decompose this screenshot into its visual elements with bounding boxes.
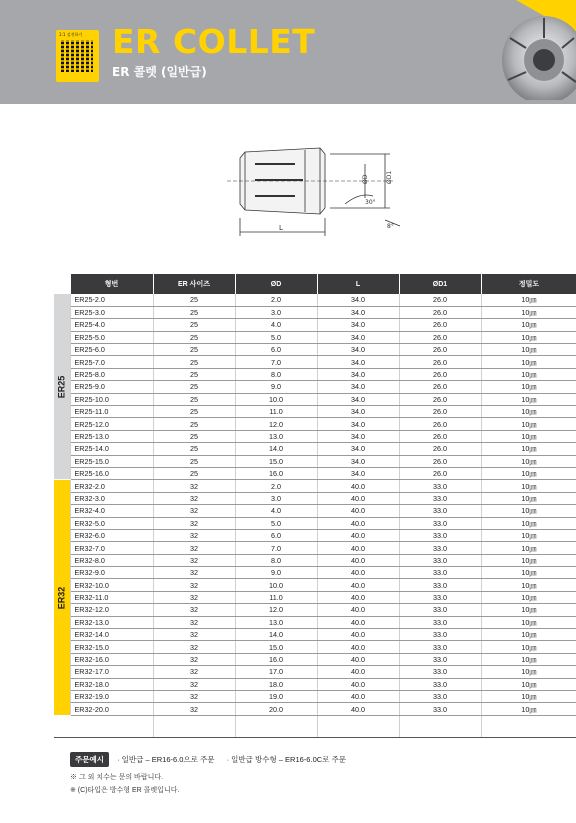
cell-d: 14.0: [235, 629, 317, 641]
cell-d1: 33.0: [399, 579, 481, 591]
cell-l: 34.0: [317, 368, 399, 380]
cell-l: 40.0: [317, 505, 399, 517]
cell-precision: 10㎛: [481, 678, 576, 690]
table-row: [54, 542, 576, 554]
cell-er-size: 32: [153, 492, 235, 504]
table-row: [54, 294, 576, 306]
cell-er-size: 25: [153, 418, 235, 430]
cell-precision: 10㎛: [481, 319, 576, 331]
table-row: [54, 641, 576, 653]
cell-model: ER32-19.0: [70, 691, 153, 703]
cell-d: 3.0: [235, 306, 317, 318]
table-body: [54, 294, 576, 737]
cell-precision: 10㎛: [481, 492, 576, 504]
cell-model: ER32-9.0: [70, 567, 153, 579]
cell-model: ER32-6.0: [70, 529, 153, 541]
cell-d1: 33.0: [399, 492, 481, 504]
table-row: [54, 467, 576, 479]
order-item: · 일반급 방수형 – ER16-6.0C로 주문: [226, 755, 346, 764]
cell-l: 34.0: [317, 430, 399, 442]
cell-model: ER32-15.0: [70, 641, 153, 653]
cell-d1: 26.0: [399, 306, 481, 318]
qr-label: 1:1 실전하기: [59, 32, 83, 37]
cell-d1: 33.0: [399, 666, 481, 678]
cell-d: 3.0: [235, 492, 317, 504]
table-row: [54, 344, 576, 356]
table-row: [54, 529, 576, 541]
empty-cell: [153, 715, 235, 737]
cell-d: 18.0: [235, 678, 317, 690]
group-label: ER25: [56, 375, 67, 398]
cell-l: 34.0: [317, 294, 399, 306]
cell-precision: 10㎛: [481, 591, 576, 603]
cell-er-size: 25: [153, 306, 235, 318]
cell-d1: 33.0: [399, 604, 481, 616]
cell-model: ER32-8.0: [70, 554, 153, 566]
table-row: [54, 406, 576, 418]
cell-d1: 26.0: [399, 418, 481, 430]
label-L: L: [279, 224, 283, 232]
table-row: [54, 579, 576, 591]
cell-er-size: 25: [153, 344, 235, 356]
cell-d: 15.0: [235, 641, 317, 653]
table-row: [54, 604, 576, 616]
cell-l: 40.0: [317, 517, 399, 529]
cell-l: 34.0: [317, 418, 399, 430]
cell-l: 40.0: [317, 691, 399, 703]
table-row: [54, 430, 576, 442]
cell-precision: 10㎛: [481, 294, 576, 306]
cell-model: ER32-2.0: [70, 480, 153, 492]
header-d: ØD: [235, 274, 317, 294]
cell-d: 6.0: [235, 344, 317, 356]
cell-er-size: 25: [153, 381, 235, 393]
collet-spec-table: [54, 274, 576, 738]
cell-model: ER25-4.0: [70, 319, 153, 331]
header-spacer: [54, 274, 70, 294]
cell-model: ER32-3.0: [70, 492, 153, 504]
cell-l: 40.0: [317, 678, 399, 690]
order-item: · 일반급 – ER16-6.0으로 주문: [117, 755, 215, 764]
cell-model: ER25-6.0: [70, 344, 153, 356]
note-waterproof: ※ (C)타입은 방수형 ER 콜렛입니다.: [70, 787, 180, 794]
cell-model: ER25-11.0: [70, 406, 153, 418]
table-row: [54, 381, 576, 393]
cell-model: ER32-13.0: [70, 616, 153, 628]
cell-model: ER32-10.0: [70, 579, 153, 591]
cell-d: 17.0: [235, 666, 317, 678]
cell-precision: 10㎛: [481, 344, 576, 356]
cell-d1: 26.0: [399, 455, 481, 467]
cell-d: 16.0: [235, 653, 317, 665]
cell-model: ER25-2.0: [70, 294, 153, 306]
cell-model: ER32-11.0: [70, 591, 153, 603]
cell-d: 6.0: [235, 529, 317, 541]
cell-model: ER32-20.0: [70, 703, 153, 715]
group-label-cell: [54, 480, 70, 715]
cell-d1: 33.0: [399, 653, 481, 665]
cell-model: ER32-14.0: [70, 629, 153, 641]
cell-precision: 10㎛: [481, 604, 576, 616]
cell-er-size: 32: [153, 641, 235, 653]
cell-precision: 10㎛: [481, 406, 576, 418]
header-d1: ØD1: [399, 274, 481, 294]
table-row: [54, 331, 576, 343]
cell-l: 40.0: [317, 529, 399, 541]
cell-er-size: 25: [153, 406, 235, 418]
cell-l: 40.0: [317, 616, 399, 628]
cell-model: ER32-4.0: [70, 505, 153, 517]
cell-d1: 26.0: [399, 430, 481, 442]
cell-precision: 10㎛: [481, 691, 576, 703]
empty-cell: [481, 715, 576, 737]
cell-d1: 26.0: [399, 381, 481, 393]
cell-model: ER32-18.0: [70, 678, 153, 690]
page-header: [0, 0, 576, 104]
cell-er-size: 32: [153, 542, 235, 554]
cell-d1: 33.0: [399, 542, 481, 554]
cell-d: 19.0: [235, 691, 317, 703]
cell-d: 12.0: [235, 418, 317, 430]
cell-er-size: 32: [153, 703, 235, 715]
cell-model: ER25-14.0: [70, 443, 153, 455]
table-row: [54, 666, 576, 678]
cell-d: 2.0: [235, 294, 317, 306]
table-row: [54, 393, 576, 405]
cell-precision: 10㎛: [481, 567, 576, 579]
cell-d1: 33.0: [399, 678, 481, 690]
cell-er-size: 25: [153, 368, 235, 380]
cell-model: ER25-16.0: [70, 467, 153, 479]
cell-er-size: 25: [153, 331, 235, 343]
cell-d: 5.0: [235, 331, 317, 343]
cell-er-size: 32: [153, 691, 235, 703]
cell-d1: 33.0: [399, 554, 481, 566]
cell-model: ER25-3.0: [70, 306, 153, 318]
cell-model: ER25-5.0: [70, 331, 153, 343]
table-row: [54, 306, 576, 318]
cell-l: 40.0: [317, 567, 399, 579]
cell-d1: 33.0: [399, 517, 481, 529]
cell-d1: 33.0: [399, 567, 481, 579]
cell-model: ER32-7.0: [70, 542, 153, 554]
cell-precision: 10㎛: [481, 467, 576, 479]
label-D: ØD: [362, 174, 369, 184]
cell-precision: 10㎛: [481, 505, 576, 517]
cell-precision: 10㎛: [481, 542, 576, 554]
cell-d: 20.0: [235, 703, 317, 715]
cell-d1: 33.0: [399, 629, 481, 641]
cell-d1: 26.0: [399, 294, 481, 306]
header-precision: 정밀도: [481, 274, 576, 294]
cell-model: ER32-12.0: [70, 604, 153, 616]
cell-l: 34.0: [317, 344, 399, 356]
cell-d1: 33.0: [399, 641, 481, 653]
cell-l: 40.0: [317, 629, 399, 641]
qr-code-icon: [61, 40, 93, 72]
cell-precision: 10㎛: [481, 629, 576, 641]
table-row: [54, 691, 576, 703]
table-row: [54, 554, 576, 566]
cell-d1: 33.0: [399, 529, 481, 541]
note-other-sizes: ※ 그 외 치수는 문의 바랍니다.: [70, 774, 164, 781]
cell-precision: 10㎛: [481, 430, 576, 442]
cell-d: 13.0: [235, 616, 317, 628]
table-row: [54, 591, 576, 603]
cell-er-size: 32: [153, 505, 235, 517]
cell-precision: 10㎛: [481, 480, 576, 492]
header-l: L: [317, 274, 399, 294]
cell-l: 34.0: [317, 331, 399, 343]
table-row: [54, 480, 576, 492]
cell-d: 11.0: [235, 406, 317, 418]
cell-d1: 33.0: [399, 691, 481, 703]
cell-model: ER32-5.0: [70, 517, 153, 529]
table-row: [54, 505, 576, 517]
cell-model: ER25-9.0: [70, 381, 153, 393]
collet-dimension-diagram: [215, 140, 415, 240]
empty-cell: [70, 715, 153, 737]
cell-er-size: 32: [153, 591, 235, 603]
cell-d: 16.0: [235, 467, 317, 479]
cell-d1: 33.0: [399, 616, 481, 628]
cell-precision: 10㎛: [481, 418, 576, 430]
page-subtitle: ER 콜렛 (일반급): [112, 65, 207, 79]
cell-precision: 10㎛: [481, 641, 576, 653]
cell-er-size: 25: [153, 430, 235, 442]
cell-l: 34.0: [317, 443, 399, 455]
cell-precision: 10㎛: [481, 517, 576, 529]
cell-d: 4.0: [235, 319, 317, 331]
cell-precision: 10㎛: [481, 529, 576, 541]
table-row: [54, 653, 576, 665]
cell-d1: 26.0: [399, 331, 481, 343]
cell-d: 13.0: [235, 430, 317, 442]
cell-l: 34.0: [317, 393, 399, 405]
empty-cell: [54, 715, 70, 737]
cell-precision: 10㎛: [481, 393, 576, 405]
cell-d: 8.0: [235, 368, 317, 380]
cell-er-size: 25: [153, 467, 235, 479]
collet-photo: [496, 10, 576, 100]
table-row: [54, 517, 576, 529]
table-row: [54, 629, 576, 641]
cell-d: 10.0: [235, 579, 317, 591]
cell-l: 34.0: [317, 406, 399, 418]
cell-l: 34.0: [317, 381, 399, 393]
cell-precision: 10㎛: [481, 443, 576, 455]
label-D1: ØD1: [386, 170, 393, 184]
cell-precision: 10㎛: [481, 356, 576, 368]
cell-d1: 26.0: [399, 344, 481, 356]
cell-er-size: 32: [153, 554, 235, 566]
cell-d1: 33.0: [399, 505, 481, 517]
table-row: [54, 455, 576, 467]
cell-d1: 33.0: [399, 591, 481, 603]
table-row: [54, 703, 576, 715]
table-empty-row: [54, 715, 576, 737]
cell-d1: 26.0: [399, 467, 481, 479]
table-row: [54, 356, 576, 368]
cell-model: ER25-10.0: [70, 393, 153, 405]
cell-er-size: 32: [153, 604, 235, 616]
cell-l: 40.0: [317, 542, 399, 554]
header-model: 형번: [70, 274, 153, 294]
cell-precision: 10㎛: [481, 616, 576, 628]
cell-er-size: 25: [153, 443, 235, 455]
cell-l: 34.0: [317, 319, 399, 331]
label-angle: 30°: [365, 199, 376, 206]
cell-l: 34.0: [317, 306, 399, 318]
cell-l: 40.0: [317, 666, 399, 678]
cell-er-size: 25: [153, 393, 235, 405]
cell-l: 40.0: [317, 703, 399, 715]
order-example-tag: 주문예시: [70, 752, 109, 767]
cell-er-size: 32: [153, 517, 235, 529]
cell-d: 2.0: [235, 480, 317, 492]
cell-precision: 10㎛: [481, 368, 576, 380]
cell-d: 14.0: [235, 443, 317, 455]
cell-model: ER32-17.0: [70, 666, 153, 678]
cell-d1: 33.0: [399, 480, 481, 492]
cell-er-size: 25: [153, 455, 235, 467]
group-label: ER32: [56, 586, 67, 609]
cell-d: 5.0: [235, 517, 317, 529]
group-label-cell: [54, 294, 70, 480]
cell-model: ER25-15.0: [70, 455, 153, 467]
cell-model: ER25-13.0: [70, 430, 153, 442]
empty-cell: [235, 715, 317, 737]
cell-l: 34.0: [317, 356, 399, 368]
cell-l: 40.0: [317, 480, 399, 492]
cell-d1: 26.0: [399, 393, 481, 405]
page-title: ER COLLET: [112, 22, 316, 61]
cell-d1: 26.0: [399, 356, 481, 368]
cell-d1: 26.0: [399, 406, 481, 418]
table-row: [54, 492, 576, 504]
cell-l: 34.0: [317, 455, 399, 467]
cell-l: 34.0: [317, 467, 399, 479]
cell-l: 40.0: [317, 591, 399, 603]
cell-precision: 10㎛: [481, 306, 576, 318]
table-row: [54, 678, 576, 690]
cell-er-size: 32: [153, 579, 235, 591]
cell-er-size: 32: [153, 678, 235, 690]
cell-l: 40.0: [317, 492, 399, 504]
cell-l: 40.0: [317, 579, 399, 591]
cell-precision: 10㎛: [481, 554, 576, 566]
table-row: [54, 443, 576, 455]
cell-er-size: 32: [153, 666, 235, 678]
cell-d: 11.0: [235, 591, 317, 603]
cell-er-size: 32: [153, 629, 235, 641]
cell-l: 40.0: [317, 604, 399, 616]
cell-precision: 10㎛: [481, 455, 576, 467]
cell-er-size: 25: [153, 294, 235, 306]
cell-d: 8.0: [235, 554, 317, 566]
table-header-row: [54, 274, 576, 294]
cell-d: 12.0: [235, 604, 317, 616]
cell-d: 9.0: [235, 381, 317, 393]
cell-er-size: 25: [153, 356, 235, 368]
cell-precision: 10㎛: [481, 381, 576, 393]
cell-d: 9.0: [235, 567, 317, 579]
label-small-angle: 8°: [387, 223, 394, 230]
qr-code-badge[interactable]: [56, 30, 99, 82]
empty-cell: [317, 715, 399, 737]
table-row: [54, 319, 576, 331]
order-example: [70, 752, 550, 767]
cell-d: 15.0: [235, 455, 317, 467]
cell-model: ER25-7.0: [70, 356, 153, 368]
cell-precision: 10㎛: [481, 331, 576, 343]
cell-er-size: 32: [153, 567, 235, 579]
cell-l: 40.0: [317, 641, 399, 653]
cell-precision: 10㎛: [481, 703, 576, 715]
cell-d1: 33.0: [399, 703, 481, 715]
table-row: [54, 418, 576, 430]
cell-er-size: 32: [153, 529, 235, 541]
cell-d: 10.0: [235, 393, 317, 405]
cell-l: 40.0: [317, 554, 399, 566]
table-row: [54, 616, 576, 628]
empty-cell: [399, 715, 481, 737]
cell-model: ER32-16.0: [70, 653, 153, 665]
cell-l: 40.0: [317, 653, 399, 665]
cell-d: 7.0: [235, 542, 317, 554]
cell-precision: 10㎛: [481, 666, 576, 678]
cell-d1: 26.0: [399, 443, 481, 455]
cell-model: ER25-8.0: [70, 368, 153, 380]
cell-d: 4.0: [235, 505, 317, 517]
cell-er-size: 32: [153, 480, 235, 492]
cell-er-size: 25: [153, 319, 235, 331]
cell-precision: 10㎛: [481, 653, 576, 665]
cell-d: 7.0: [235, 356, 317, 368]
table-row: [54, 368, 576, 380]
cell-d1: 26.0: [399, 319, 481, 331]
table-row: [54, 567, 576, 579]
cell-model: ER25-12.0: [70, 418, 153, 430]
cell-precision: 10㎛: [481, 579, 576, 591]
cell-er-size: 32: [153, 616, 235, 628]
cell-d1: 26.0: [399, 368, 481, 380]
cell-er-size: 32: [153, 653, 235, 665]
header-er-size: ER 사이즈: [153, 274, 235, 294]
